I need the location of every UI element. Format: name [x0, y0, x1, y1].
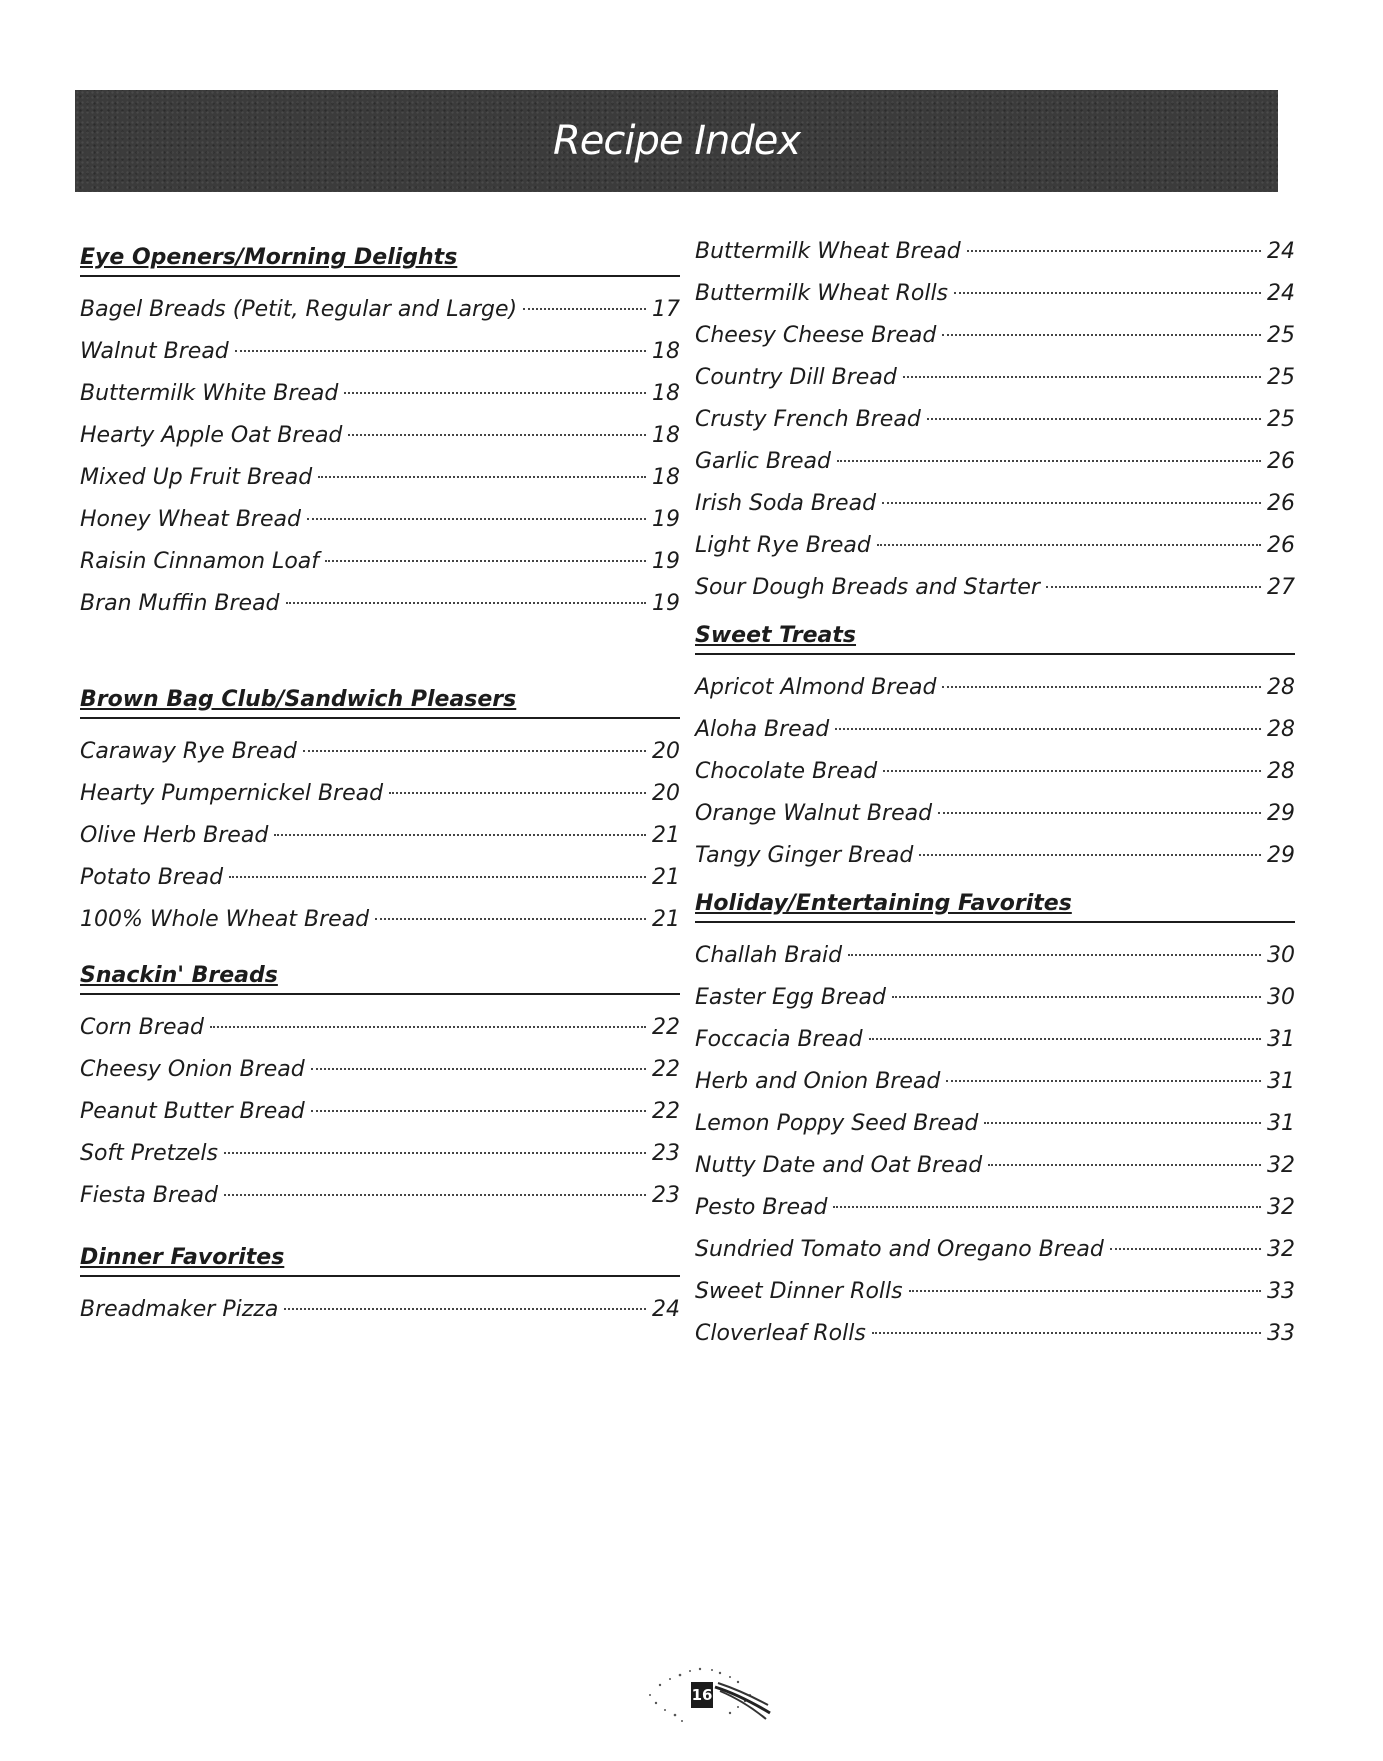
page-number: 29 [1267, 801, 1295, 826]
page-number: 24 [652, 1297, 680, 1322]
recipe-name: Sundried Tomato and Oregano Bread [695, 1237, 1104, 1262]
index-entry [695, 835, 1295, 877]
section-snackin [80, 961, 680, 1217]
page-number: 33 [1267, 1321, 1295, 1346]
recipe-name: Cheesy Cheese Bread [695, 323, 937, 348]
recipe-name: Raisin Cinnamon Loaf [80, 549, 320, 574]
dot-leader [942, 334, 1261, 336]
recipe-name: Soft Pretzels [80, 1141, 218, 1166]
index-entry [695, 751, 1295, 793]
page-number: 19 [652, 507, 680, 532]
page-number: 26 [1267, 491, 1295, 516]
left-column [80, 243, 680, 1331]
dot-leader [942, 686, 1261, 688]
dot-leader [318, 476, 646, 478]
dot-leader [882, 502, 1261, 504]
index-entry [80, 583, 680, 625]
page-number: 32 [1267, 1237, 1295, 1262]
dot-leader [224, 1152, 646, 1154]
index-entry [695, 709, 1295, 751]
recipe-name: Peanut Butter Bread [80, 1099, 305, 1124]
dot-leader [523, 308, 646, 310]
recipe-name: Honey Wheat Bread [80, 507, 301, 532]
dot-leader [286, 602, 646, 604]
section-header: Holiday/Entertaining Favorites [695, 889, 1295, 923]
index-entry [80, 331, 680, 373]
page-number: 31 [1267, 1027, 1295, 1052]
dot-leader [348, 434, 646, 436]
index-entry [80, 289, 680, 331]
dot-leader [1046, 586, 1261, 588]
index-entry [80, 1091, 680, 1133]
index-entry [80, 857, 680, 899]
index-entry [695, 1061, 1295, 1103]
dot-leader [883, 770, 1261, 772]
page-number: 18 [652, 339, 680, 364]
recipe-name: Foccacia Bread [695, 1027, 863, 1052]
recipe-name: Bran Muffin Bread [80, 591, 280, 616]
dot-leader [224, 1194, 646, 1196]
spacer [80, 941, 680, 961]
index-entry [695, 1271, 1295, 1313]
dot-leader [210, 1026, 646, 1028]
index-entry [80, 773, 680, 815]
section-dinner-continued [695, 231, 1295, 609]
index-entry [695, 1187, 1295, 1229]
index-entry [80, 1049, 680, 1091]
dot-leader [311, 1068, 646, 1070]
page-number-badge: 16 [691, 1682, 713, 1708]
recipe-name: Herb and Onion Bread [695, 1069, 941, 1094]
index-entry [80, 899, 680, 941]
page-number: 26 [1267, 449, 1295, 474]
page-number: 23 [652, 1141, 680, 1166]
page-number: 28 [1267, 717, 1295, 742]
dot-leader [837, 460, 1261, 462]
recipe-name: Sour Dough Breads and Starter [695, 575, 1040, 600]
index-entry [80, 731, 680, 773]
spacer [695, 609, 1295, 621]
page-number: 20 [652, 781, 680, 806]
index-entry [695, 483, 1295, 525]
index-entry [80, 1007, 680, 1049]
index-entry [695, 667, 1295, 709]
dot-leader [872, 1332, 1261, 1334]
page-number: 21 [652, 865, 680, 890]
page-number: 24 [1267, 281, 1295, 306]
page-number: 29 [1267, 843, 1295, 868]
dot-leader [988, 1164, 1261, 1166]
index-entry [695, 315, 1295, 357]
section-eye-openers [80, 243, 680, 625]
dot-leader [833, 1206, 1261, 1208]
index-entry [80, 499, 680, 541]
page-number: 32 [1267, 1153, 1295, 1178]
entry-list [80, 1007, 680, 1217]
section-sweet-treats [695, 621, 1295, 877]
index-entry [80, 1133, 680, 1175]
index-entry [695, 231, 1295, 273]
page-number: 22 [652, 1057, 680, 1082]
recipe-name: Walnut Bread [80, 339, 229, 364]
recipe-name: Garlic Bread [695, 449, 832, 474]
dot-leader [307, 518, 646, 520]
section-header: Brown Bag Club/Sandwich Pleasers [80, 685, 680, 719]
recipe-name: Fiesta Bread [80, 1183, 218, 1208]
dot-leader [903, 376, 1261, 378]
index-entry [695, 1313, 1295, 1355]
recipe-name: Potato Bread [80, 865, 224, 890]
section-header: Eye Openers/Morning Delights [80, 243, 680, 277]
section-header: Dinner Favorites [80, 1243, 680, 1277]
index-entry [80, 815, 680, 857]
dot-leader [909, 1290, 1261, 1292]
page-number: 25 [1267, 407, 1295, 432]
page-number: 21 [652, 907, 680, 932]
recipe-name: Caraway Rye Bread [80, 739, 297, 764]
spacer [80, 625, 680, 685]
page-number: 19 [652, 591, 680, 616]
recipe-name: Chocolate Bread [695, 759, 878, 784]
section-header: Sweet Treats [695, 621, 1295, 655]
dot-leader [954, 292, 1261, 294]
dot-leader [938, 812, 1261, 814]
dot-leader [375, 918, 646, 920]
recipe-name: Irish Soda Bread [695, 491, 877, 516]
recipe-name: Olive Herb Bread [80, 823, 269, 848]
dot-leader [311, 1110, 646, 1112]
recipe-name: Orange Walnut Bread [695, 801, 933, 826]
index-entry [695, 441, 1295, 483]
dot-leader [919, 854, 1261, 856]
page-number: 27 [1267, 575, 1295, 600]
index-entry [695, 1103, 1295, 1145]
page-number: 22 [652, 1099, 680, 1124]
page-title: Recipe Index [552, 118, 801, 164]
index-entry [80, 457, 680, 499]
index-entry [80, 541, 680, 583]
page-number: 30 [1267, 943, 1295, 968]
page-number: 18 [652, 465, 680, 490]
index-entry [695, 525, 1295, 567]
dot-leader [1110, 1248, 1261, 1250]
page-number: 18 [652, 381, 680, 406]
recipe-name: Pesto Bread [695, 1195, 828, 1220]
dot-leader [892, 996, 1261, 998]
recipe-name: Tangy Ginger Bread [695, 843, 914, 868]
recipe-name: Hearty Pumpernickel Bread [80, 781, 384, 806]
entry-list [695, 667, 1295, 877]
section-holiday [695, 889, 1295, 1355]
dot-leader [869, 1038, 1261, 1040]
page-number: 18 [652, 423, 680, 448]
page-number: 19 [652, 549, 680, 574]
page-number: 23 [652, 1183, 680, 1208]
recipe-name: Crusty French Bread [695, 407, 921, 432]
recipe-name: Cheesy Onion Bread [80, 1057, 305, 1082]
recipe-name: Apricot Almond Bread [695, 675, 937, 700]
page-number: 24 [1267, 239, 1295, 264]
index-entry [695, 399, 1295, 441]
page-number: 31 [1267, 1111, 1295, 1136]
index-entry [695, 977, 1295, 1019]
section-dinner [80, 1243, 680, 1331]
section-header: Snackin' Breads [80, 961, 680, 995]
dot-leader [984, 1122, 1261, 1124]
page-number: 28 [1267, 675, 1295, 700]
dot-leader [229, 876, 646, 878]
dot-leader [877, 544, 1261, 546]
recipe-name: Breadmaker Pizza [80, 1297, 279, 1322]
recipe-name: Mixed Up Fruit Bread [80, 465, 313, 490]
recipe-name: Light Rye Bread [695, 533, 871, 558]
dot-leader [389, 792, 646, 794]
entry-list [80, 1289, 680, 1331]
page-number: 21 [652, 823, 680, 848]
dot-leader [848, 954, 1261, 956]
index-entry [695, 1019, 1295, 1061]
index-entry [695, 567, 1295, 609]
dot-leader [284, 1308, 646, 1310]
index-entry [695, 357, 1295, 399]
entry-list [695, 231, 1295, 609]
recipe-name: Challah Braid [695, 943, 843, 968]
page-number: 32 [1267, 1195, 1295, 1220]
recipe-name: Easter Egg Bread [695, 985, 886, 1010]
recipe-name: Buttermilk Wheat Bread [695, 239, 961, 264]
page-number: 28 [1267, 759, 1295, 784]
page-number: 30 [1267, 985, 1295, 1010]
page-number: 25 [1267, 365, 1295, 390]
page-number: 26 [1267, 533, 1295, 558]
recipe-name: Lemon Poppy Seed Bread [695, 1111, 979, 1136]
section-brown-bag [80, 685, 680, 941]
index-entry [80, 1175, 680, 1217]
index-entry [695, 1229, 1295, 1271]
dot-leader [303, 750, 646, 752]
recipe-name: Cloverleaf Rolls [695, 1321, 866, 1346]
page-number: 22 [652, 1015, 680, 1040]
dot-leader [946, 1080, 1261, 1082]
recipe-name: Buttermilk White Bread [80, 381, 339, 406]
title-banner [75, 90, 1278, 192]
spacer [80, 1217, 680, 1243]
index-entry [695, 1145, 1295, 1187]
page-number: 31 [1267, 1069, 1295, 1094]
recipe-name: Buttermilk Wheat Rolls [695, 281, 949, 306]
dot-leader [325, 560, 646, 562]
entry-list [80, 289, 680, 625]
dot-leader [835, 728, 1261, 730]
recipe-name: Bagel Breads (Petit, Regular and Large) [80, 297, 518, 322]
index-entry [695, 273, 1295, 315]
recipe-name: Aloha Bread [695, 717, 830, 742]
index-entry [80, 415, 680, 457]
index-entry [695, 935, 1295, 977]
page-number: 25 [1267, 323, 1295, 348]
recipe-name: Sweet Dinner Rolls [695, 1279, 903, 1304]
dot-leader [967, 250, 1261, 252]
page-number: 20 [652, 739, 680, 764]
dot-leader [274, 834, 646, 836]
recipe-name: Nutty Date and Oat Bread [695, 1153, 983, 1178]
index-entry [695, 793, 1295, 835]
page-number: 33 [1267, 1279, 1295, 1304]
dot-leader [927, 418, 1261, 420]
entry-list [80, 731, 680, 941]
recipe-name: 100% Whole Wheat Bread [80, 907, 370, 932]
recipe-name: Hearty Apple Oat Bread [80, 423, 343, 448]
right-column [695, 231, 1295, 1355]
recipe-name: Corn Bread [80, 1015, 204, 1040]
dot-leader [235, 350, 646, 352]
page-number: 17 [652, 297, 680, 322]
index-entry [80, 1289, 680, 1331]
entry-list [695, 935, 1295, 1355]
spacer [695, 877, 1295, 889]
recipe-name: Country Dill Bread [695, 365, 897, 390]
dot-leader [344, 392, 646, 394]
footer-ornament [620, 1655, 790, 1735]
index-entry [80, 373, 680, 415]
